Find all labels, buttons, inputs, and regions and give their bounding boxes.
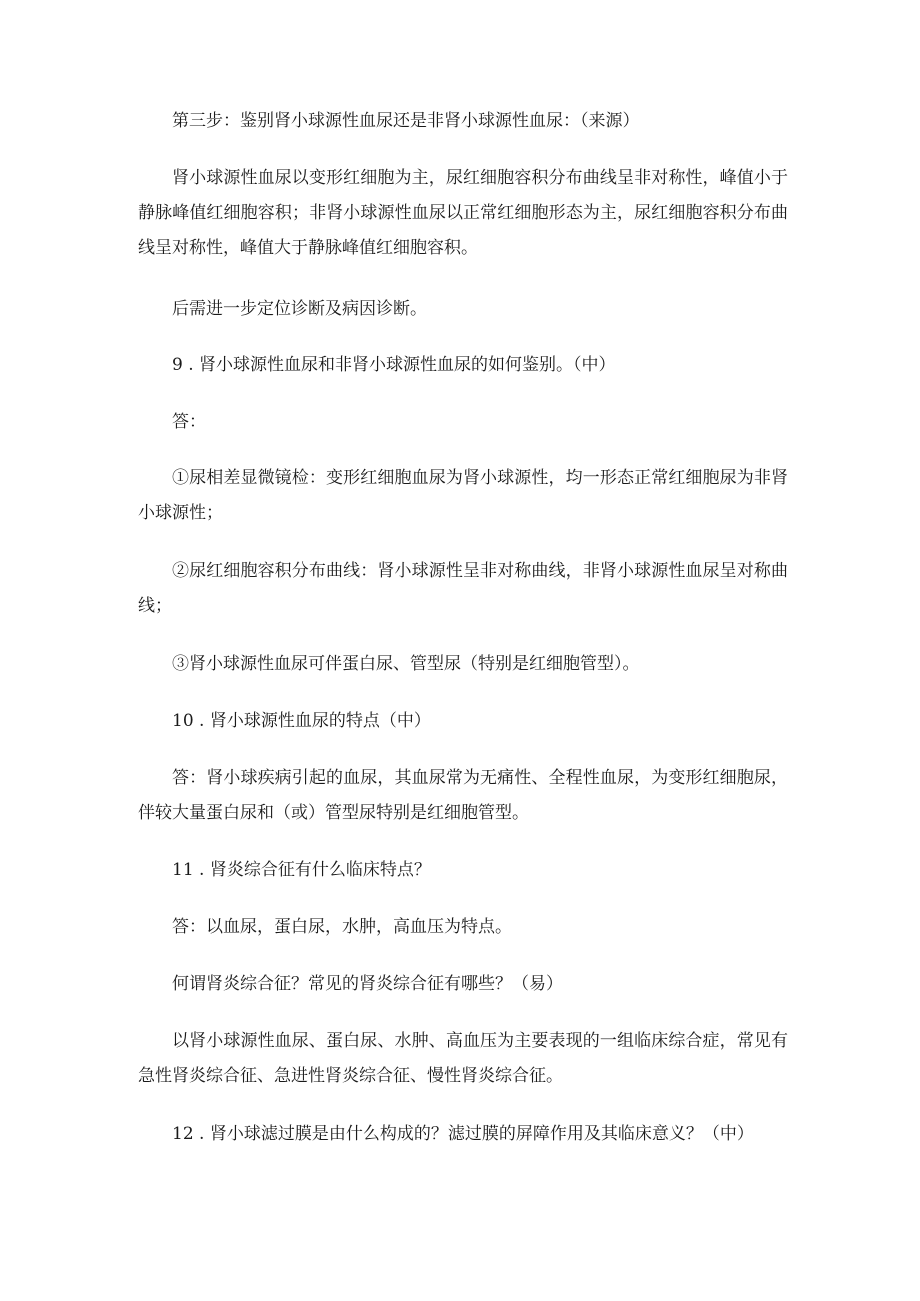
q9-point-2: ②尿红细胞容积分布曲线：肾小球源性呈非对称曲线，非肾小球源性血尿呈对称曲线； xyxy=(138,561,788,616)
q10-title: 10 . 肾小球源性血尿的特点（中） xyxy=(172,711,431,731)
q12-title: 12 . 肾小球滤过膜是由什么构成的？滤过膜的屏障作用及其临床意义？（中） xyxy=(172,1124,754,1144)
q9-answer-label: 答： xyxy=(172,412,206,432)
q9-point-3: ③肾小球源性血尿可伴蛋白尿、管型尿（特别是红细胞管型）。 xyxy=(172,654,640,674)
step3-body: 肾小球源性血尿以变形红细胞为主，尿红细胞容积分布曲线呈非对称性，峰值小于静脉峰值红细胞容积；非肾小球源性血尿以正常红细胞形态为主，尿红细胞容积分布曲线呈对称性，峰值大于静脉峰值红细胞容积。 xyxy=(138,168,788,258)
q10-answer: 答：肾小球疾病引起的血尿，其血尿常为无痛性、全程性血尿，为变形红细胞尿，伴较大量蛋白尿和（或）管型尿特别是红细胞管型。 xyxy=(138,768,788,823)
q9-title: 9 . 肾小球源性血尿和非肾小球源性血尿的如何鉴别。（中） xyxy=(172,355,616,375)
q11-answer: 答：以血尿，蛋白尿，水肿，高血压为特点。 xyxy=(172,917,512,937)
q11-sub-question: 何谓肾炎综合征？常见的肾炎综合征有哪些？（易） xyxy=(172,974,563,994)
q11-sub-answer: 以肾小球源性血尿、蛋白尿、水肿、高血压为主要表现的一组临床综合症，常见有急性肾炎综合征、急进性肾炎综合征、慢性肾炎综合征。 xyxy=(138,1031,788,1086)
q9-point-1: ①尿相差显微镜检：变形红细胞血尿为肾小球源性，均一形态正常红细胞尿为非肾小球源性； xyxy=(138,468,788,523)
step3-heading: 第三步：鉴别肾小球源性血尿还是非肾小球源性血尿：（来源） xyxy=(172,111,640,131)
step3-followup: 后需进一步定位诊断及病因诊断。 xyxy=(172,299,427,319)
q11-title: 11 . 肾炎综合征有什么临床特点？ xyxy=(172,860,431,880)
